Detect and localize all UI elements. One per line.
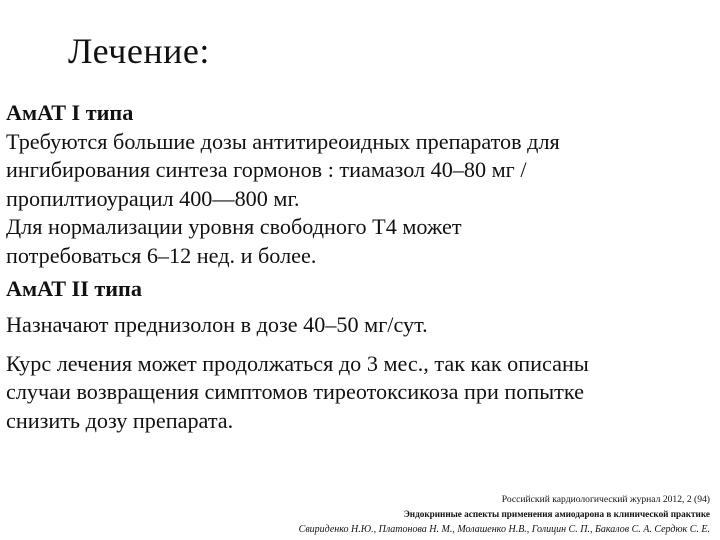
- citation-article-title: Эндокринные аспекты применения амиодарона в клинической практике: [403, 509, 710, 519]
- text-line: Назначают преднизолон в дозе 40–50 мг/сут.: [6, 312, 428, 338]
- text-line: Для нормализации уровня свободного Т4 может: [6, 214, 462, 240]
- source-citation: [150, 492, 710, 537]
- treatment-paragraph-3: [6, 311, 711, 340]
- slide-body: [6, 99, 711, 436]
- treatment-paragraph-1: [6, 128, 711, 214]
- heading-type-2: АмАТ II типа: [6, 275, 142, 301]
- text-line: Курс лечения может продолжаться до 3 мес., так как описаны: [6, 350, 589, 376]
- citation-journal: Российский кардиологический журнал 2012, 2 (94): [501, 494, 710, 505]
- treatment-paragraph-2: [6, 213, 711, 270]
- citation-authors: Свириденко Н.Ю., Платонова Н. М., Молашенко Н.В., Голицин С. П., Бакалов С. А. Сердюк С. Е.: [298, 524, 710, 535]
- treatment-paragraph-4: [6, 350, 711, 436]
- text-line: Требуются большие дозы антитиреоидных препаратов для: [6, 128, 560, 154]
- text-line: случаи возвращения симптомов тиреотоксикоза при попытке: [6, 379, 584, 405]
- heading-type-1: АмАТ I типа: [6, 100, 134, 125]
- text-line: ингибирования синтеза гормонов : тиамазол 40–80 мг /: [6, 157, 527, 183]
- slide-title: Лечение:: [68, 31, 210, 71]
- text-line: потребоваться 6–12 нед. и более.: [6, 242, 317, 268]
- text-line: пропилтиоурацил 400—800 мг.: [6, 185, 300, 211]
- text-line: снизить дозу препарата.: [6, 407, 234, 433]
